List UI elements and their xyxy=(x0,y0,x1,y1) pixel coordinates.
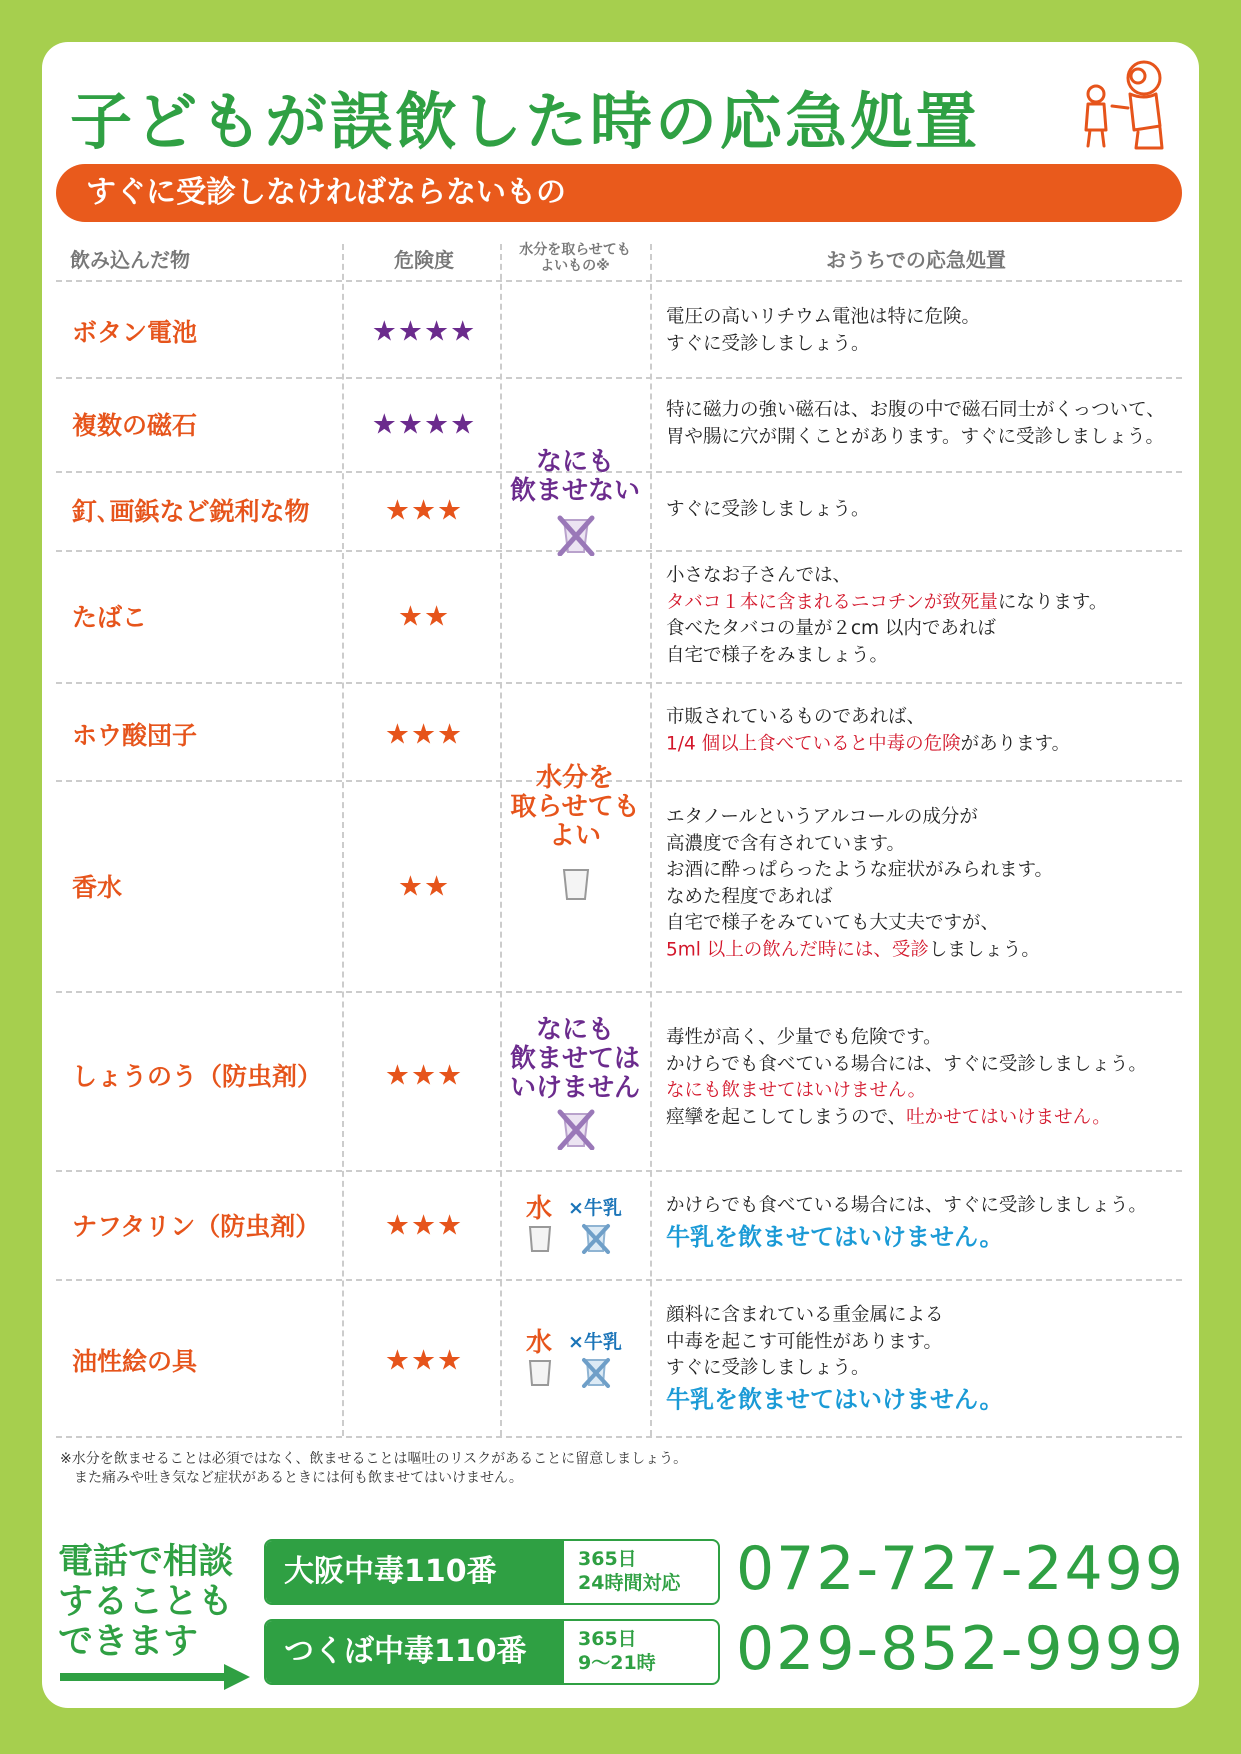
aid-text: 特に磁力の強い磁石は、お腹の中で磁石同士がくっついて、 胃や腸に穴が開くことがあります。すぐに受診しましょう。 xyxy=(666,399,1165,447)
danger-stars: ★★★ xyxy=(384,717,464,751)
call-prompt: 電話で相談 することも できます xyxy=(58,1542,234,1662)
danger-stars: ★★ xyxy=(397,599,451,633)
group-drink-nothing: なにも 飲ませない xyxy=(509,447,640,506)
header-aid: おうちでの応急処置 xyxy=(826,248,1006,272)
danger-stars: ★★★★ xyxy=(371,314,477,348)
center-hours: 365日 9～21時 xyxy=(578,1628,656,1674)
header-water-line1: 水分を取らせても xyxy=(519,242,631,258)
aid-text: 市販されているものであれば、 1/4 個以上食べていると中毒の危険があります。 xyxy=(666,706,1071,754)
no-milk-label: ×牛乳 xyxy=(568,1197,622,1219)
danger-stars: ★★★ xyxy=(384,1343,464,1377)
danger-stars: ★★★ xyxy=(384,493,464,527)
danger-stars: ★★★★ xyxy=(371,407,477,441)
row-divider xyxy=(56,682,1182,684)
urgent-banner: すぐに受診しなければならないもの xyxy=(56,164,1182,222)
footnote: また痛みや吐き気など症状があるときには何も飲ませてはいけません。 xyxy=(74,1470,523,1486)
danger-stars: ★★★ xyxy=(384,1208,464,1242)
water-cup-icon xyxy=(526,1358,554,1388)
tsukuba-center-box xyxy=(264,1619,720,1685)
page-title: 子どもが誤飲した時の応急処置 xyxy=(70,85,981,158)
item-magnets: 複数の磁石 xyxy=(72,411,198,440)
danger-stars: ★★★ xyxy=(384,1058,464,1092)
no-drink-cup-icon xyxy=(556,514,596,556)
item-perfume: 香水 xyxy=(72,873,123,902)
osaka-phone-number[interactable]: 072-727-2499 xyxy=(736,1534,1186,1604)
aid-text: 顔料に含まれている重金属による 中毒を起こす可能性があります。 すぐに受診しましょう。 牛乳を飲ませてはいけません。 xyxy=(666,1304,1004,1413)
item-naphthalene: ナフタリン（防虫剤） xyxy=(72,1212,321,1241)
row-divider xyxy=(56,991,1182,993)
group-never-drink: なにも 飲ませては いけません xyxy=(509,1015,640,1103)
header-item: 飲み込んだ物 xyxy=(70,248,190,272)
group-water-ok: 水分を 取らせても よい xyxy=(510,763,640,851)
aid-text: エタノールというアルコールの成分が 高濃度で含有されています。 お酒に酔っぱらったような症状がみられます。 なめた程度であれば 自宅で様子をみていても大丈夫ですが、 5ml 以上の飲んだ時には、受診しましょう。 xyxy=(666,806,1054,960)
no-milk-label: ×牛乳 xyxy=(568,1331,622,1353)
row-divider xyxy=(56,1279,1182,1281)
item-tobacco: たばこ xyxy=(72,603,148,632)
header-water xyxy=(502,242,648,274)
row-divider xyxy=(56,1170,1182,1172)
footnote: ※水分を飲ませることは必須ではなく、飲ませることは嘔吐のリスクがあることに留意しましょう。 xyxy=(60,1451,688,1467)
tsukuba-phone-number[interactable]: 029-852-9999 xyxy=(736,1614,1186,1684)
row-divider xyxy=(56,1436,1182,1438)
aid-text: 電圧の高いリチウム電池は特に危険。 すぐに受診しましょう。 xyxy=(666,306,980,354)
center-name: 大阪中毒110番 xyxy=(266,1541,564,1603)
item-camphor: しょうのう（防虫剤） xyxy=(72,1062,323,1091)
no-milk-cup-icon xyxy=(580,1222,612,1254)
water-ok-label: 水 xyxy=(526,1328,553,1358)
arrow-right-icon xyxy=(60,1662,250,1692)
item-boric-acid: ホウ酸団子 xyxy=(72,721,198,750)
header-danger: 危険度 xyxy=(394,248,454,272)
header-water-line2: よいもの※ xyxy=(540,258,610,274)
water-ok-label: 水 xyxy=(526,1194,553,1224)
aid-text: かけらでも食べている場合には、すぐに受診しましょう。 牛乳を飲ませてはいけません。 xyxy=(666,1194,1147,1251)
center-name: つくば中毒110番 xyxy=(266,1621,564,1683)
water-cup-icon xyxy=(526,1224,554,1254)
osaka-center-box xyxy=(264,1539,720,1605)
no-milk-cup-icon xyxy=(580,1356,612,1388)
item-oil-paint: 油性絵の具 xyxy=(72,1347,198,1376)
no-drink-cup-icon xyxy=(556,1108,596,1150)
child-drinking-icon xyxy=(1078,56,1178,152)
row-divider xyxy=(56,377,1182,379)
aid-text: 毒性が高く、少量でも危険です。 かけらでも食べている場合には、すぐに受診しましょう。 なにも飲ませてはいけません。 痙攣を起こしてしまうので、吐かせてはいけません。 xyxy=(666,1027,1147,1128)
column-divider xyxy=(650,244,652,1436)
item-sharp-objects: 釘､画鋲など鋭利な物 xyxy=(72,497,310,526)
water-cup-icon xyxy=(560,866,592,902)
item-button-battery: ボタン電池 xyxy=(72,318,198,347)
aid-text: すぐに受診しましょう。 xyxy=(666,498,870,520)
row-divider xyxy=(56,550,1182,552)
aid-text: 小さなお子さんでは、 タバコ１本に含まれるニコチンが致死量になります。 食べたタバコの量が２cm 以内であれば 自宅で様子をみましょう。 xyxy=(666,565,1108,666)
center-hours: 365日 24時間対応 xyxy=(578,1548,681,1594)
danger-stars: ★★ xyxy=(397,869,451,903)
row-divider xyxy=(56,280,1182,282)
